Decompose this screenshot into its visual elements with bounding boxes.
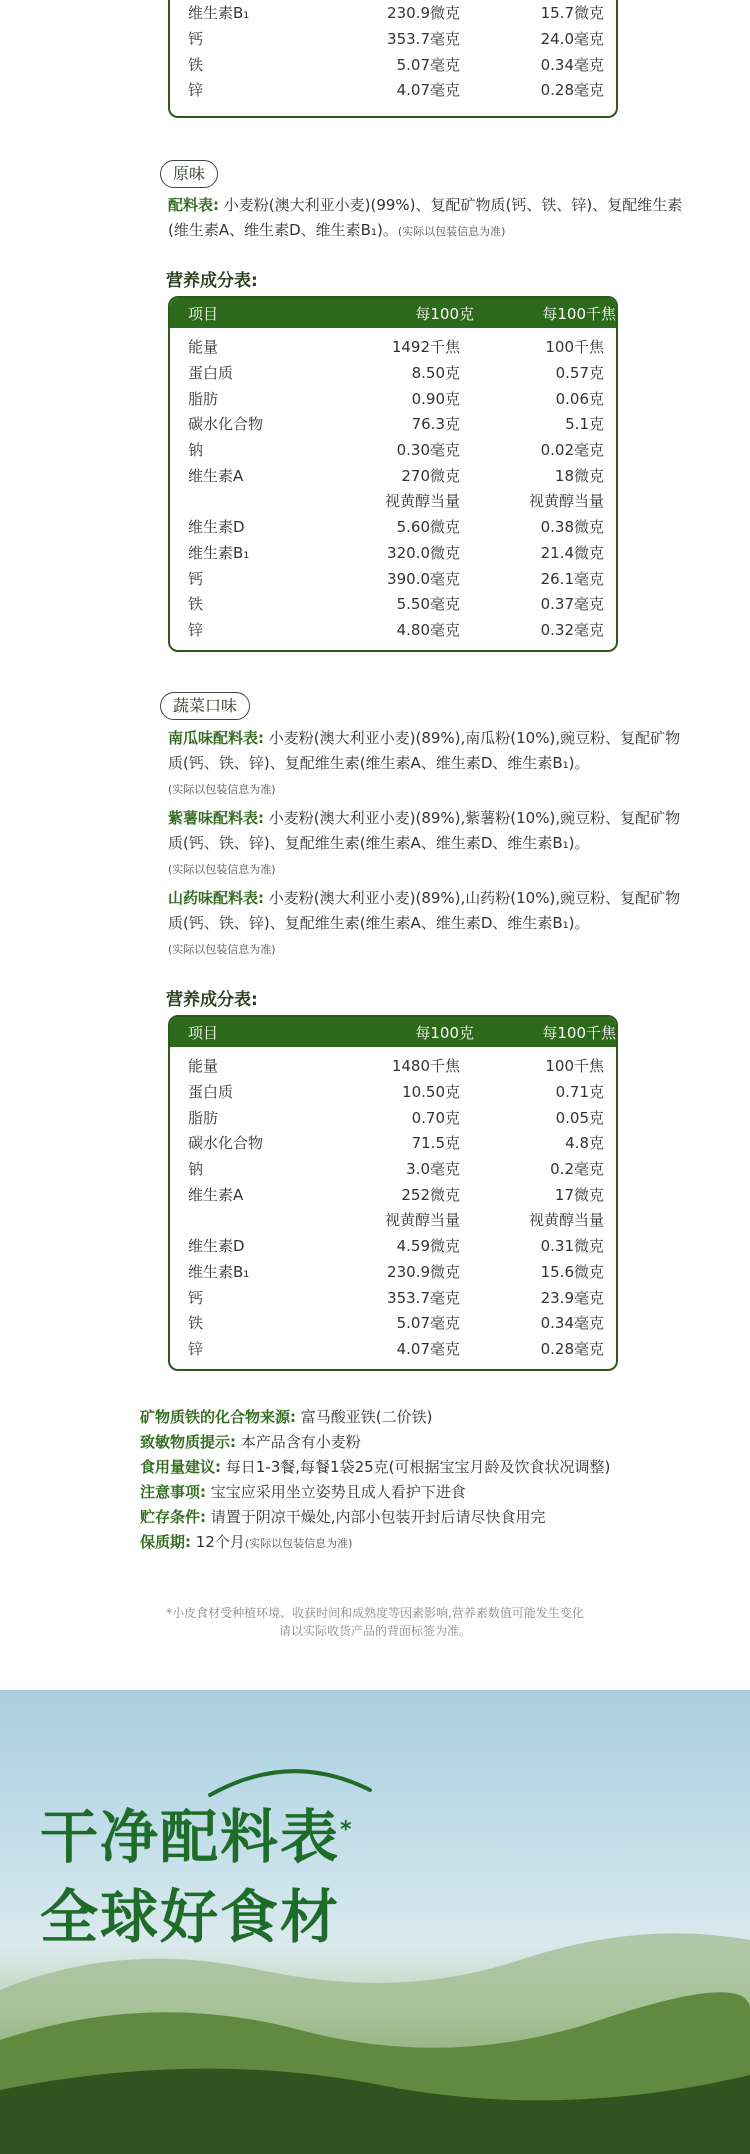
nutrient-name: 锌 (188, 81, 204, 100)
package-note: (实际以包装信息为准) (168, 863, 276, 876)
footnote-line-1: *小皮食材受种植环境、收获时间和成熟度等因素影响,营养素数值可能发生变化 (166, 1606, 584, 1620)
header-per100g: 每100克 (415, 1023, 474, 1042)
value-per100kj: 100千焦 (545, 338, 604, 357)
product-info (140, 1405, 700, 1556)
pumpkin-text: 小麦粉(澳大利亚小麦)(89%),南瓜粉(10%),豌豆粉、复配矿物质(钙、铁、锌)、复配维生素(维生素A、维生素D、维生素B₁)。 (168, 729, 681, 772)
hero-title-line2: 全球好食材 (40, 1883, 341, 1951)
nutrient-name: 铁 (188, 1314, 204, 1333)
top-nutrition-table (168, 0, 618, 118)
header-item: 项目 (188, 1023, 219, 1042)
value-per100g: 71.5克 (411, 1134, 460, 1153)
value-per100kj: 0.34毫克 (540, 1314, 604, 1333)
table-row (170, 1053, 616, 1079)
value-per100kj: 视黄醇当量 (528, 1211, 604, 1230)
info-shelf-life (140, 1530, 700, 1556)
table-row (170, 77, 616, 103)
nutrient-name: 脂肪 (188, 389, 219, 408)
flavor-pill-vegetable: 蔬菜口味 (160, 692, 250, 720)
table-row (170, 437, 616, 463)
nutrition-table-vegetable (168, 1015, 618, 1371)
nutrient-name: 碳水化合物 (188, 415, 264, 434)
info-value: 请置于阴凉干燥处,内部小包装开封后请尽快食用完 (206, 1508, 546, 1526)
header-per100kj: 每100千焦 (542, 1023, 617, 1042)
hero-line1-text: 干净配料表 (40, 1803, 341, 1871)
info-label: 保质期: (140, 1533, 191, 1551)
nutrition-table-original (168, 296, 618, 652)
table-row (170, 1104, 616, 1130)
value-per100kj: 0.38微克 (540, 518, 604, 537)
nutrient-name: 维生素A (188, 466, 244, 485)
value-per100g: 0.90克 (411, 389, 460, 408)
table-row (170, 565, 616, 591)
nutrient-name: 钙 (188, 1288, 204, 1307)
info-iron-source (140, 1405, 700, 1430)
value-per100g: 3.0毫克 (406, 1160, 460, 1179)
info-label: 贮存条件: (140, 1508, 206, 1526)
table-row (170, 1284, 616, 1310)
value-per100g: 230.9微克 (387, 4, 460, 23)
nutrient-name: 钙 (188, 30, 204, 49)
value-per100g: 1480千焦 (391, 1057, 460, 1076)
nutrient-name: 维生素B₁ (188, 543, 250, 562)
value-per100kj: 0.2毫克 (550, 1160, 604, 1179)
hero-banner (0, 1690, 750, 2154)
value-per100kj: 15.6微克 (540, 1262, 604, 1281)
info-storage (140, 1505, 700, 1530)
table-header (170, 298, 616, 328)
package-note: (实际以包装信息为准) (168, 783, 276, 796)
flavor-pill-original: 原味 (160, 160, 218, 188)
nutrient-name: 维生素A (188, 1185, 244, 1204)
nutrient-name: 能量 (188, 338, 219, 357)
value-per100g: 5.60微克 (396, 518, 460, 537)
ingredients-text: 小麦粉(澳大利亚小麦)(99%)、复配矿物质(钙、铁、锌)、复配维生素(维生素A、维生素D、维生素B₁)。 (168, 196, 683, 239)
info-label: 矿物质铁的化合物来源: (140, 1408, 296, 1426)
table-row (170, 540, 616, 566)
value-per100g: 353.7毫克 (387, 1288, 460, 1307)
value-per100g: 353.7毫克 (387, 30, 460, 49)
value-per100kj: 0.31微克 (540, 1237, 604, 1256)
value-per100kj: 0.02毫克 (540, 441, 604, 460)
nutrient-name: 蛋白质 (188, 1083, 234, 1102)
value-per100g: 270微克 (401, 466, 460, 485)
value-per100kj: 0.32毫克 (540, 620, 604, 639)
info-allergen (140, 1430, 700, 1455)
value-per100g: 视黄醇当量 (384, 1211, 460, 1230)
value-per100kj: 0.57克 (555, 364, 604, 383)
value-per100g: 390.0毫克 (387, 569, 460, 588)
nutrient-name: 钠 (188, 1160, 204, 1179)
purple-text: 小麦粉(澳大利亚小麦)(89%),紫薯粉(10%),豌豆粉、复配矿物质(钙、铁、锌)、复配维生素(维生素A、维生素D、维生素B₁)。 (168, 809, 681, 852)
table-row (170, 1181, 616, 1207)
value-per100kj: 0.28毫克 (540, 81, 604, 100)
table-row (170, 488, 616, 514)
table-row (170, 617, 616, 643)
table-row (170, 591, 616, 617)
value-per100g: 4.07毫克 (396, 81, 460, 100)
value-per100kj: 21.4微克 (540, 543, 604, 562)
footnote (0, 1604, 750, 1640)
value-per100kj: 0.06克 (555, 389, 604, 408)
value-per100kj: 0.05克 (555, 1108, 604, 1127)
table-row (170, 51, 616, 77)
nutrient-name: 脂肪 (188, 1108, 219, 1127)
value-per100g: 76.3克 (411, 415, 460, 434)
nutrition-title-vegetable: 营养成分表: (166, 990, 258, 1010)
info-value: 本产品含有小麦粉 (236, 1433, 361, 1451)
value-per100kj: 0.28毫克 (540, 1339, 604, 1358)
value-per100g: 5.07毫克 (396, 1314, 460, 1333)
value-per100g: 4.07毫克 (396, 1339, 460, 1358)
nutrient-name: 蛋白质 (188, 364, 234, 383)
nutrient-name: 锌 (188, 1339, 204, 1358)
table-row (170, 1079, 616, 1105)
nutrition-title-original: 营养成分表: (166, 271, 258, 291)
purple-ingredients (168, 806, 688, 882)
value-per100g: 8.50克 (411, 364, 460, 383)
table-row (170, 26, 616, 52)
purple-label: 紫薯味配料表: (168, 809, 264, 827)
package-note: (实际以包装信息为准) (168, 943, 276, 956)
nutrient-name: 钙 (188, 569, 204, 588)
nutrient-name: 碳水化合物 (188, 1134, 264, 1153)
value-per100g: 0.70克 (411, 1108, 460, 1127)
value-per100g: 320.0微克 (387, 543, 460, 562)
table-row (170, 1259, 616, 1285)
value-per100g: 1492千焦 (391, 338, 460, 357)
pumpkin-label: 南瓜味配料表: (168, 729, 264, 747)
nutrient-name: 维生素D (188, 1237, 245, 1256)
table-row (170, 1130, 616, 1156)
nutrient-name: 锌 (188, 620, 204, 639)
value-per100kj: 0.37毫克 (540, 595, 604, 614)
value-per100kj: 17微克 (554, 1185, 604, 1204)
ingredients-label: 配料表: (168, 196, 219, 214)
header-item: 项目 (188, 304, 219, 323)
value-per100kj: 4.8克 (565, 1134, 604, 1153)
info-value: 12个月 (191, 1533, 245, 1551)
info-caution (140, 1480, 700, 1505)
info-value: 宝宝应采用坐立姿势且成人看护下进食 (206, 1483, 466, 1501)
table-row (170, 334, 616, 360)
nutrient-name: 钠 (188, 441, 204, 460)
value-per100g: 5.07毫克 (396, 55, 460, 74)
table-row (170, 1207, 616, 1233)
nutrient-name: 维生素D (188, 518, 245, 537)
value-per100kj: 23.9毫克 (540, 1288, 604, 1307)
value-per100g: 230.9微克 (387, 1262, 460, 1281)
original-ingredients (168, 193, 688, 244)
package-note: (实际以包装信息为准) (397, 225, 506, 238)
value-per100kj: 视黄醇当量 (528, 492, 604, 511)
info-serving (140, 1455, 700, 1480)
info-value: 每日1-3餐,每餐1袋25克(可根据宝宝月龄及饮食状况调整) (221, 1458, 611, 1476)
value-per100g: 4.59微克 (396, 1237, 460, 1256)
value-per100g: 4.80毫克 (396, 620, 460, 639)
value-per100g: 10.50克 (402, 1083, 460, 1102)
table-row (170, 1156, 616, 1182)
value-per100g: 0.30毫克 (396, 441, 460, 460)
header-per100g: 每100克 (415, 304, 474, 323)
nutrient-name: 能量 (188, 1057, 219, 1076)
info-label: 食用量建议: (140, 1458, 221, 1476)
yam-label: 山药味配料表: (168, 889, 264, 907)
nutrient-name: 维生素B₁ (188, 4, 250, 23)
value-per100kj: 0.34毫克 (540, 55, 604, 74)
value-per100kj: 5.1克 (565, 415, 604, 434)
table-row (170, 1336, 616, 1362)
pumpkin-ingredients (168, 726, 688, 802)
value-per100kj: 15.7微克 (540, 4, 604, 23)
table-row (170, 411, 616, 437)
info-value: 富马酸亚铁(二价铁) (296, 1408, 433, 1426)
table-row (170, 385, 616, 411)
table-row (170, 360, 616, 386)
table-row (170, 462, 616, 488)
yam-text: 小麦粉(澳大利亚小麦)(89%),山药粉(10%),豌豆粉、复配矿物质(钙、铁、锌)、复配维生素(维生素A、维生素D、维生素B₁)。 (168, 889, 681, 932)
footnote-line-2: 请以实际收货产品的背面标签为准。 (278, 1624, 471, 1638)
nutrient-name: 铁 (188, 595, 204, 614)
value-per100g: 252微克 (401, 1185, 460, 1204)
yam-ingredients (168, 886, 688, 962)
table-row (170, 1310, 616, 1336)
hero-star: * (340, 1817, 354, 1843)
value-per100kj: 0.71克 (555, 1083, 604, 1102)
package-note: (实际以包装信息为准) (244, 1537, 353, 1550)
nutrient-name: 铁 (188, 55, 204, 74)
table-row (170, 0, 616, 26)
table-row (170, 1233, 616, 1259)
header-per100kj: 每100千焦 (542, 304, 617, 323)
info-label: 注意事项: (140, 1483, 206, 1501)
table-row (170, 514, 616, 540)
value-per100g: 5.50毫克 (396, 595, 460, 614)
value-per100g: 视黄醇当量 (384, 492, 460, 511)
value-per100kj: 26.1毫克 (540, 569, 604, 588)
value-per100kj: 24.0毫克 (540, 30, 604, 49)
info-label: 致敏物质提示: (140, 1433, 236, 1451)
nutrient-name: 维生素B₁ (188, 1262, 250, 1281)
table-header (170, 1017, 616, 1047)
hero-title-line1 (40, 1790, 354, 1874)
value-per100kj: 18微克 (554, 466, 604, 485)
value-per100kj: 100千焦 (545, 1057, 604, 1076)
